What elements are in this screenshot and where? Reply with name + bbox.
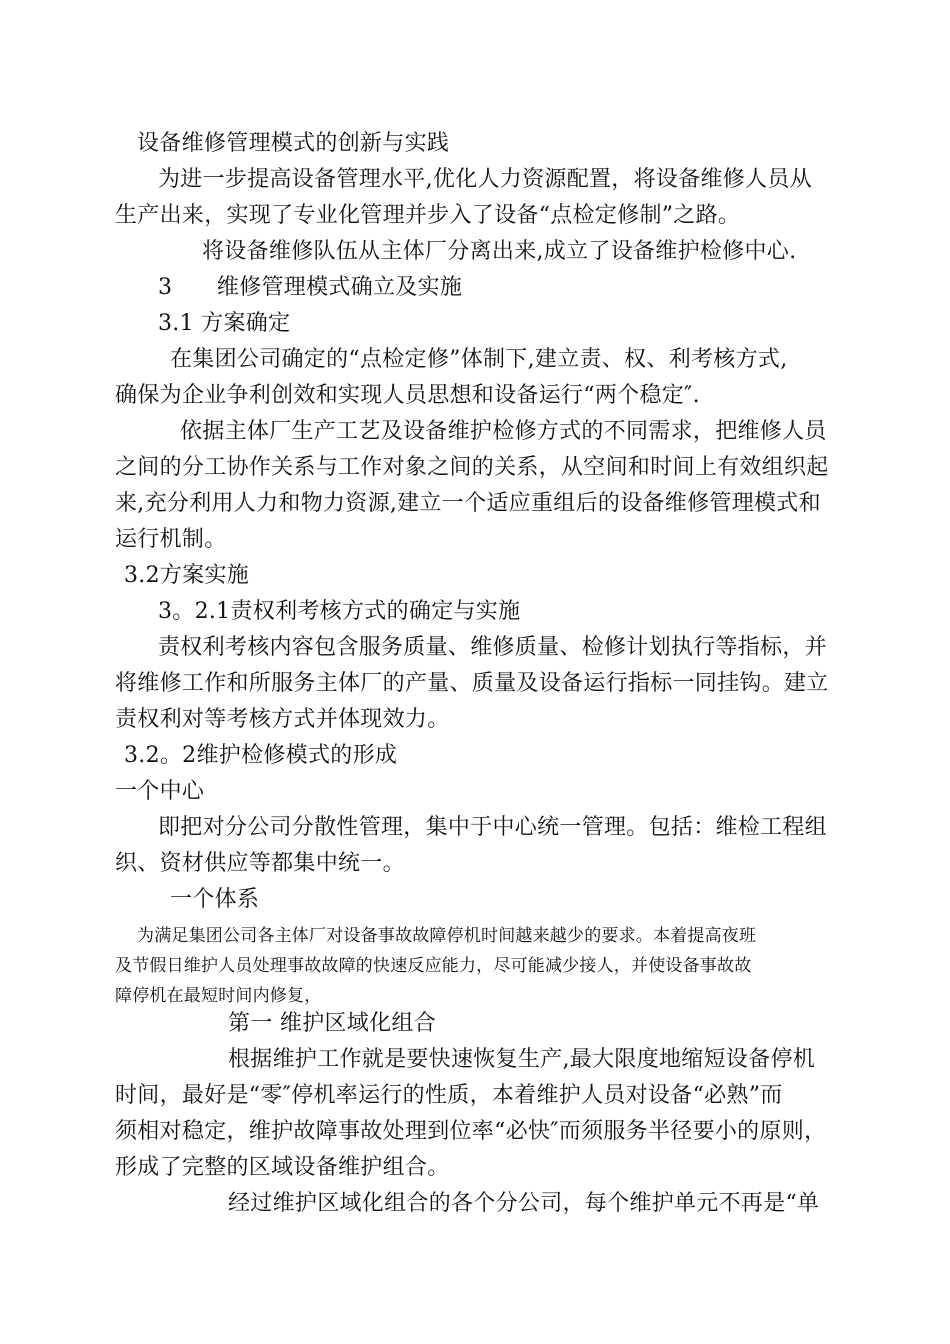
paragraph-line: 须相对稳定，维护故障事故处理到位率“必快″而须服务半径要小的原则， (115, 1119, 827, 1144)
paragraph-line: 形成了完整的区域设备维护组合。 (115, 1155, 450, 1180)
paragraph-line: 确保为企业争利创效和实现人员思想和设备运行“两个稳定″. (115, 383, 700, 408)
item-heading: 一个中心 (115, 779, 205, 804)
paragraph-line: 为进一步提高设备管理水平,优化人力资源配置，将设备维修人员从 (158, 167, 812, 192)
paragraph-line: 为满足集团公司各主体厂对设备事故故障停机时间越来越少的要求。本着提高夜班 (137, 926, 757, 946)
subsection-heading: 3.1 方案确定 (158, 311, 291, 336)
paragraph-line: 时间，最好是“零″停机率运行的性质，本着维护人员对设备“必熟”而 (115, 1083, 783, 1108)
paragraph-line: 障停机在最短时间内修复， (115, 986, 322, 1006)
paragraph-line: 责权利对等考核方式并体现效力。 (115, 707, 450, 732)
section-heading: 3 维修管理模式确立及实施 (158, 275, 463, 300)
paragraph-line: 根据维护工作就是要快速恢复生产,最大限度地缩短设备停机 (228, 1047, 816, 1072)
paragraph-line: 在集团公司确定的“点检定修”体制下,建立责、权、利考核方式, (170, 347, 788, 372)
paragraph-line: 来,充分利用人力和物力资源,建立一个适应重组后的设备维修管理模式和 (115, 491, 821, 516)
subsection-heading: 3。2.1责权利考核方式的确定与实施 (158, 599, 521, 624)
paragraph-line: 及节假日维护人员处理事故故障的快速反应能力，尽可能减少接人，并使设备事故故 (115, 956, 752, 976)
document-title: 设备维修管理模式的创新与实践 (137, 131, 450, 156)
subsection-heading: 3.2方案实施 (124, 563, 250, 588)
item-heading: 一个体系 (170, 887, 260, 912)
paragraph-line: 经过维护区域化组合的各个分公司，每个维护单元不再是“单 (228, 1191, 820, 1216)
paragraph-line: 将设备维修队伍从主体厂分离出来,成立了设备维护检修中心. (202, 239, 797, 264)
paragraph-line: 运行机制。 (115, 527, 227, 552)
paragraph-line: 织、资材供应等都集中统一。 (115, 851, 405, 876)
paragraph-line: 责权利考核内容包含服务质量、维修质量、检修计划执行等指标，并 (158, 635, 828, 660)
item-heading: 第一 维护区域化组合 (228, 1011, 436, 1036)
subsection-heading: 3.2。2维护检修模式的形成 (124, 743, 398, 768)
paragraph-line: 依据主体厂生产工艺及设备维护检修方式的不同需求，把维修人员 (180, 419, 827, 444)
paragraph-line: 生产出来，实现了专业化管理并步入了设备“点检定修制”之路。 (115, 203, 741, 228)
paragraph-line: 之间的分工协作关系与工作对象之间的关系，从空间和时间上有效组织起 (115, 455, 829, 480)
paragraph-line: 将维修工作和所服务主体厂的产量、质量及设备运行指标一同挂钩。建立 (115, 671, 829, 696)
paragraph-line: 即把对分公司分散性管理，集中于中心统一管理。包括：维检工程组 (158, 815, 828, 840)
